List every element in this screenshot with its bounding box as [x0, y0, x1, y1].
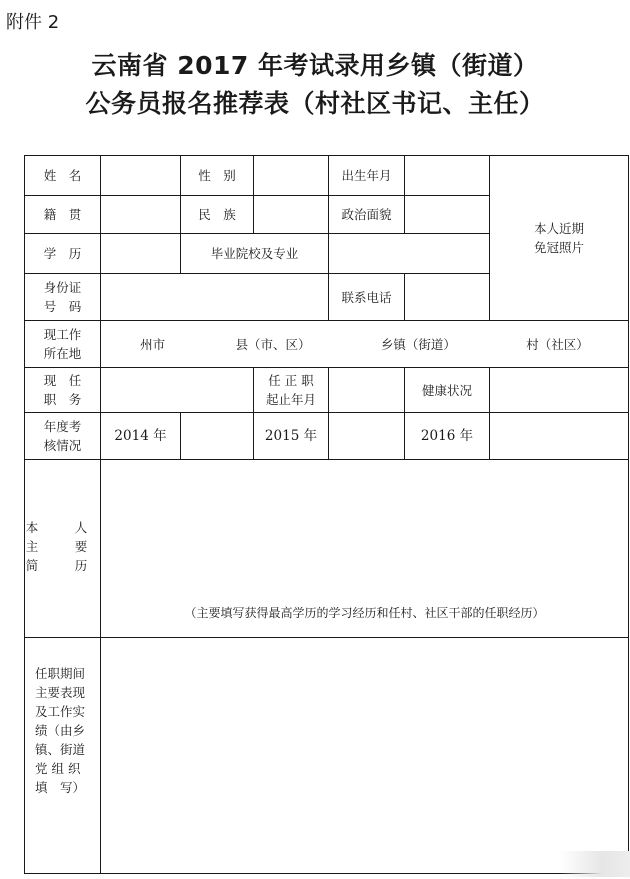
id-number-label — [25, 274, 101, 321]
ethnicity-field[interactable] — [254, 196, 329, 234]
performance-label — [25, 638, 101, 874]
loc-county-label: 县（市、区） — [235, 336, 311, 352]
name-field[interactable] — [101, 156, 181, 196]
year-2015-label: 2015 年 — [254, 413, 329, 460]
duty-label-line2: 主要表现 — [35, 685, 86, 700]
duty-label-line7: 填 写） — [35, 780, 86, 795]
duty-label-line4: 绩（由乡 — [35, 723, 86, 738]
form-title-line1: 云南省 2017 年考试录用乡镇（街道） — [91, 51, 539, 80]
resume-label — [25, 460, 101, 638]
school-major-field[interactable] — [329, 234, 490, 274]
ethnicity-label: 民 族 — [181, 196, 254, 234]
birth-date-field[interactable] — [405, 156, 490, 196]
form-title-line2: 公务员报名推荐表（村社区书记、主任） — [85, 89, 545, 118]
id-number-field[interactable] — [101, 274, 329, 321]
loc-village-label: 村（社区） — [526, 336, 589, 352]
loc-city-label: 州市 — [140, 336, 166, 352]
health-field[interactable] — [490, 368, 629, 413]
row-position — [25, 368, 629, 413]
gender-field[interactable] — [254, 156, 329, 196]
duty-label-line6: 党 组 织 — [35, 761, 81, 776]
scan-smudge — [560, 851, 630, 877]
workplace-label — [25, 321, 101, 368]
year-2014-field[interactable] — [181, 413, 254, 460]
year-2016-label: 2016 年 — [405, 413, 490, 460]
position-label-line1: 现 任 — [43, 373, 82, 388]
position-label-line2: 职 务 — [43, 392, 82, 407]
duty-label-line3: 及工作实 — [35, 704, 86, 719]
resume-field[interactable] — [101, 460, 629, 638]
appraisal-label-line1: 年度考 — [43, 419, 82, 434]
loc-town-label: 乡镇（街道） — [380, 336, 456, 352]
id-label-line1: 身份证 — [43, 280, 82, 295]
native-place-field[interactable] — [101, 196, 181, 234]
native-place-label: 籍 贯 — [25, 196, 101, 234]
appraisal-label-line2: 核情况 — [43, 438, 82, 453]
photo-label-line2: 免冠照片 — [533, 240, 584, 255]
education-field[interactable] — [101, 234, 181, 274]
tenure-field[interactable] — [329, 368, 405, 413]
resume-note: （主要填写获得最高学历的学习经历和任村、社区干部的任职经历） — [184, 606, 545, 620]
gender-label: 性 别 — [181, 156, 254, 196]
row-workplace — [25, 321, 629, 368]
workplace-label-line1: 现工作 — [43, 327, 82, 342]
health-label: 健康状况 — [405, 368, 490, 413]
phone-field[interactable] — [405, 274, 490, 321]
tenure-label — [254, 368, 329, 413]
political-status-field[interactable] — [405, 196, 490, 234]
education-label: 学 历 — [25, 234, 101, 274]
resume-label-line1: 本 人 — [25, 520, 100, 535]
performance-field[interactable] — [101, 638, 629, 874]
name-label: 姓 名 — [25, 156, 101, 196]
position-field[interactable] — [101, 368, 254, 413]
tenure-label-line2: 起止年月 — [265, 392, 316, 407]
birth-date-label: 出生年月 — [329, 156, 405, 196]
row-resume — [25, 460, 629, 638]
year-2015-field[interactable] — [329, 413, 405, 460]
duty-label-line5: 镇、街道 — [35, 742, 86, 757]
phone-label: 联系电话 — [329, 274, 405, 321]
school-major-label: 毕业院校及专业 — [181, 234, 329, 274]
appraisal-label — [25, 413, 101, 460]
political-status-label: 政治面貌 — [329, 196, 405, 234]
year-2014-label: 2014 年 — [101, 413, 181, 460]
workplace-field[interactable] — [101, 321, 629, 368]
registration-form-table — [24, 155, 629, 874]
photo-box[interactable] — [490, 156, 629, 321]
row-appraisal — [25, 413, 629, 460]
resume-label-line3: 简 历 — [25, 558, 100, 573]
id-label-line2: 号 码 — [43, 299, 82, 314]
year-2016-field[interactable] — [490, 413, 629, 460]
photo-label-line1: 本人近期 — [533, 221, 584, 236]
annex-label: 附件 2 — [6, 12, 60, 33]
duty-label-line1: 任职期间 — [35, 666, 86, 681]
position-label — [25, 368, 101, 413]
tenure-label-line1: 任 正 职 — [268, 373, 314, 388]
row-performance — [25, 638, 629, 874]
workplace-label-line2: 所在地 — [43, 346, 82, 361]
row-basic-info — [25, 156, 629, 196]
resume-label-line2: 主 要 — [25, 539, 100, 554]
